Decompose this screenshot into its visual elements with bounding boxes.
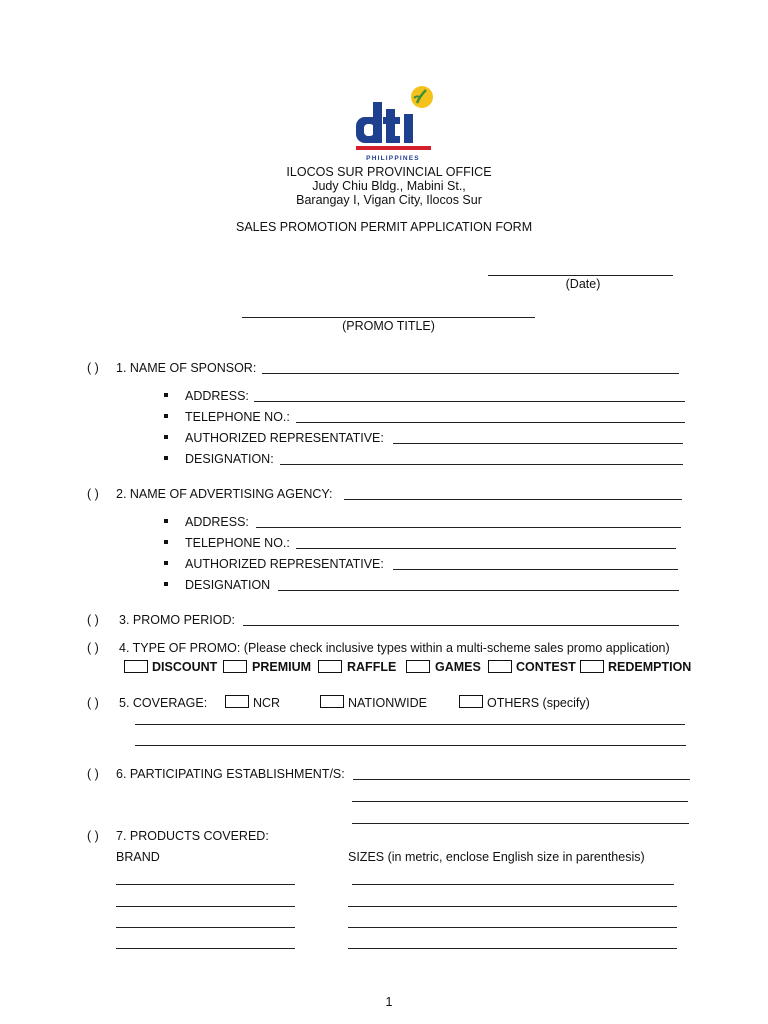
sponsor-telephone-label: TELEPHONE NO.: [185, 410, 290, 424]
raffle-option: RAFFLE [347, 660, 397, 674]
contest-option: CONTEST [516, 660, 576, 674]
agency-representative-field[interactable] [393, 569, 678, 570]
promo-period-check[interactable]: ( ) [87, 613, 99, 627]
premium-option: PREMIUM [252, 660, 312, 674]
coverage-specify-field-1[interactable] [135, 724, 685, 725]
contest-checkbox[interactable] [488, 660, 512, 673]
office-name: ILOCOS SUR PROVINCIAL OFFICE [286, 165, 492, 179]
nationwide-checkbox[interactable] [320, 695, 344, 708]
logo-country: PHILIPPINES [366, 155, 420, 162]
agency-telephone-field[interactable] [296, 548, 676, 549]
sponsor-representative-field[interactable] [393, 443, 683, 444]
bullet-icon [164, 540, 168, 544]
brand-header: BRAND [116, 850, 160, 864]
nationwide-option: NATIONWIDE [348, 696, 427, 710]
size-field-2[interactable] [348, 906, 677, 907]
sponsor-address-label: ADDRESS: [185, 389, 249, 403]
sizes-header: SIZES (in metric, enclose English size in parenthesis) [348, 850, 645, 864]
bullet-icon [164, 435, 168, 439]
dti-logo [352, 84, 434, 162]
establishments-field-2[interactable] [352, 801, 688, 802]
size-field-1[interactable] [352, 884, 674, 885]
discount-checkbox[interactable] [124, 660, 148, 673]
sponsor-address-field[interactable] [254, 401, 685, 402]
form-title: SALES PROMOTION PERMIT APPLICATION FORM [236, 220, 533, 234]
office-address-line1: Judy Chiu Bldg., Mabini St., [312, 179, 466, 193]
agency-label: 2. NAME OF ADVERTISING AGENCY: [116, 487, 333, 501]
bullet-icon [164, 414, 168, 418]
ncr-checkbox[interactable] [225, 695, 249, 708]
promo-title-label: (PROMO TITLE) [342, 319, 435, 333]
agency-check[interactable]: ( ) [87, 487, 99, 501]
agency-designation-label: DESIGNATION [185, 578, 271, 592]
brand-field-4[interactable] [116, 948, 295, 949]
sponsor-representative-label: AUTHORIZED REPRESENTATIVE: [185, 431, 384, 445]
premium-checkbox[interactable] [223, 660, 247, 673]
date-field[interactable] [488, 275, 673, 276]
ncr-option: NCR [253, 696, 281, 710]
discount-option: DISCOUNT [152, 660, 218, 674]
establishments-label: 6. PARTICIPATING ESTABLISHMENT/S: [116, 767, 345, 781]
sponsor-designation-label: DESIGNATION: [185, 452, 274, 466]
size-field-3[interactable] [348, 927, 677, 928]
raffle-checkbox[interactable] [318, 660, 342, 673]
bullet-icon [164, 456, 168, 460]
bullet-icon [164, 393, 168, 397]
sponsor-label: 1. NAME OF SPONSOR: [116, 361, 257, 375]
establishments-field-3[interactable] [352, 823, 689, 824]
sponsor-check[interactable]: ( ) [87, 361, 99, 375]
date-label: (Date) [565, 277, 601, 291]
page-number: 1 [385, 995, 393, 1009]
establishments-check[interactable]: ( ) [87, 767, 99, 781]
promo-type-label: 4. TYPE OF PROMO: (Please check inclusive types within a multi-scheme sales promo application) [119, 641, 670, 655]
brand-field-3[interactable] [116, 927, 295, 928]
bullet-icon [164, 519, 168, 523]
products-label: 7. PRODUCTS COVERED: [116, 829, 269, 843]
coverage-label: 5. COVERAGE: [119, 696, 208, 710]
agency-name-field[interactable] [344, 499, 682, 500]
bullet-icon [164, 582, 168, 586]
promo-period-field[interactable] [243, 625, 679, 626]
agency-designation-field[interactable] [278, 590, 679, 591]
redemption-checkbox[interactable] [580, 660, 604, 673]
promo-title-field[interactable] [242, 317, 535, 318]
coverage-specify-field-2[interactable] [135, 745, 686, 746]
establishments-field-1[interactable] [353, 779, 690, 780]
sponsor-name-field[interactable] [262, 373, 679, 374]
promo-period-label: 3. PROMO PERIOD: [119, 613, 235, 627]
others-checkbox[interactable] [459, 695, 483, 708]
sponsor-telephone-field[interactable] [296, 422, 685, 423]
others-option: OTHERS (specify) [487, 696, 590, 710]
brand-field-2[interactable] [116, 906, 295, 907]
games-checkbox[interactable] [406, 660, 430, 673]
sponsor-designation-field[interactable] [280, 464, 683, 465]
agency-address-field[interactable] [256, 527, 681, 528]
size-field-4[interactable] [348, 948, 677, 949]
brand-field-1[interactable] [116, 884, 295, 885]
coverage-check[interactable]: ( ) [87, 696, 99, 710]
bullet-icon [164, 561, 168, 565]
games-option: GAMES [435, 660, 481, 674]
redemption-option: REDEMPTION [608, 660, 692, 674]
agency-address-label: ADDRESS: [185, 515, 249, 529]
office-address-line2: Barangay I, Vigan City, Ilocos Sur [296, 193, 482, 207]
products-check[interactable]: ( ) [87, 829, 99, 843]
agency-telephone-label: TELEPHONE NO.: [185, 536, 290, 550]
promo-type-check[interactable]: ( ) [87, 641, 99, 655]
logo-red-bar [356, 146, 431, 150]
agency-representative-label: AUTHORIZED REPRESENTATIVE: [185, 557, 384, 571]
